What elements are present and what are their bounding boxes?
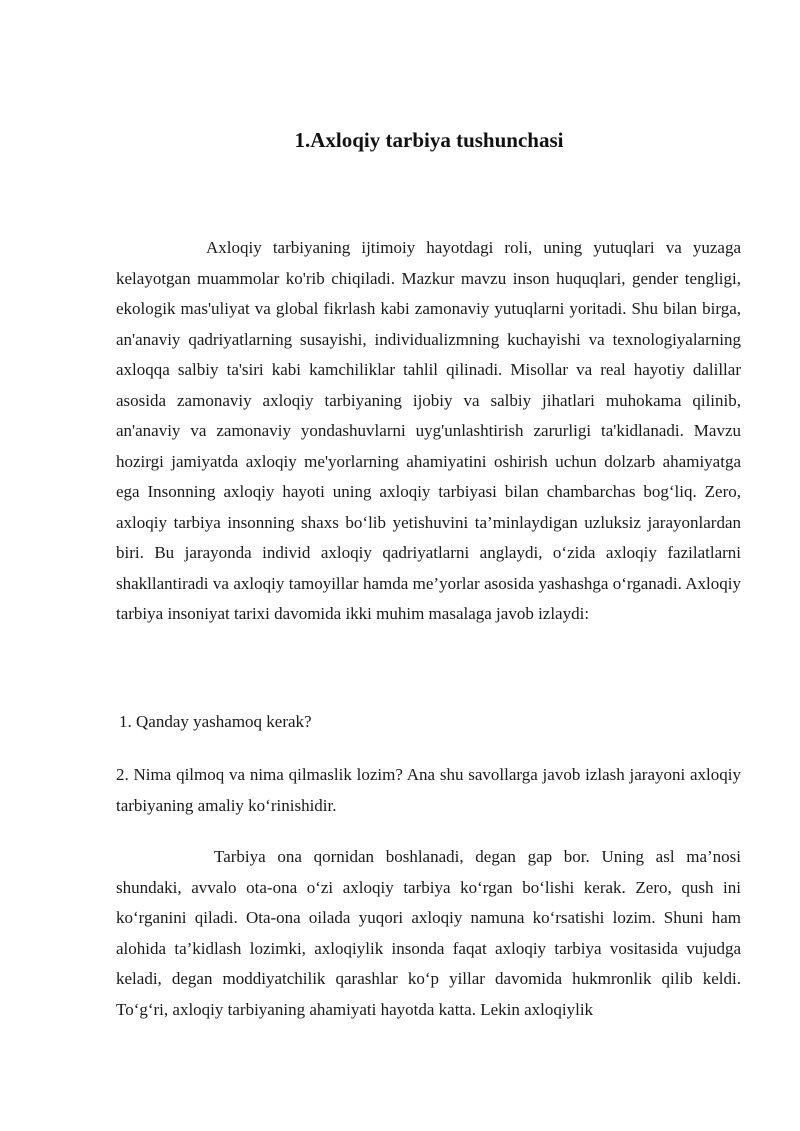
question-1 — [116, 707, 741, 738]
paragraph-upbringing: Tarbiya ona qornidan boshlanadi, degan gap bor. Uning asl ma’nosi shundaki, avvalo ota-ona o‘zi axloqiy tarbiya ko‘rgan bo‘lishi kerak. Zero, qush ini ko‘rganini qiladi. Ota-ona oilada yuqori axloqiy namuna ko‘rsatishi lozim. Shuni ham alohida ta’kidlash lozimki, axloqiylik insonda faqat axloqiy tarbiya vositasida vujudga keladi, degan moddiyatchilik qarashlar ko‘p yillar davomida hukmronlik qilib keldi. To‘g‘ri, axloqiy tarbiyaning ahamiyati hayotda katta. Lekin axloqiylik — [116, 847, 741, 1019]
paragraph-intro: Axloqiy tarbiyaning ijtimoiy hayotdagi roli, uning yutuqlari va yuzaga kelayotgan muammolar ko'rib chiqiladi. Mazkur mavzu inson huquqlari, gender tengligi, ekologik mas'uliyat va global fikrlash kabi zamonaviy yutuqlarni yoritadi. Shu bilan birga, an'anaviy qadriyatlarning susayishi, individualizmning kuchayishi va texnologiyalarning axloqqa salbiy ta'siri kabi kamchiliklar tahlil qilinadi. Misollar va real hayotiy dalillar asosida zamonaviy axloqiy tarbiyaning ijobiy va salbiy jihatlari muhokama qilinib, an'anaviy va zamonaviy yondashuvlarni uyg'unlashtirish zarurligi ta'kidlanadi. Mavzu hozirgi jamiyatda axloqiy me'yorlarning ahamiyatini oshirish uchun dolzarb ahamiyatga ega Insonning axloqiy hayoti uning axloqiy tarbiyasi bilan chambarchas bog‘liq. Zero, axloqiy tarbiya insonning shaxs bo‘lib yetishuvini ta’minlaydigan uzluksiz jarayonlardan biri. Bu jarayonda individ axloqiy qadriyatlarni anglaydi, o‘zida axloqiy fazilatlarni shakllantiradi va axloqiy tamoyillar hamda me’yorlar asosida yashashga o‘rganadi. Axloqiy tarbiya insoniyat tarixi davomida ikki muhim masalaga javob izlaydi: — [116, 238, 741, 623]
question-2: 2. Nima qilmoq va nima qilmaslik lozim? Ana shu savollarga javob izlash jarayoni axloqiy tarbiyaning amaliy ko‘rinishidir. — [116, 765, 741, 815]
question-1-text: 1. Qanday yashamoq kerak? — [119, 712, 312, 731]
document-title: 1.Axloqiy tarbiya tushunchasi — [294, 128, 564, 152]
